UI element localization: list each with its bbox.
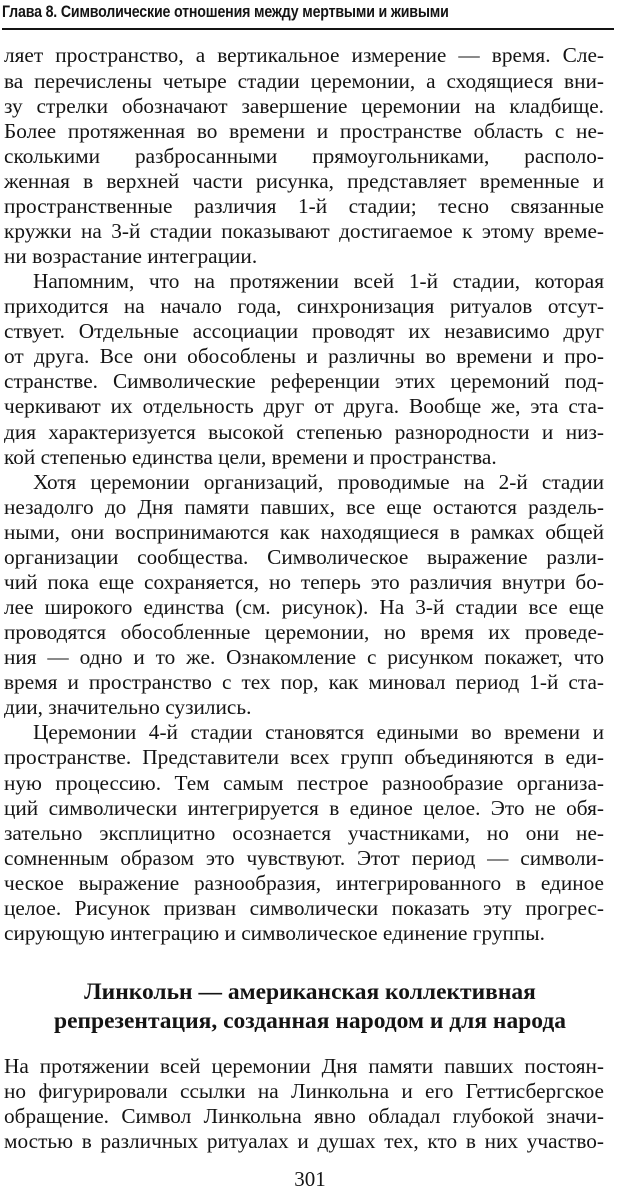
text-line: мостью в различных ритуалах и душах тех, кто в них участво- [4,1129,604,1154]
text-line: ций символически интегрируется в единое целое. Это не обя- [4,795,604,820]
text-line: зу стрелки обозначают завершение церемонии на кладбище. [4,93,604,118]
text-line: Более протяженная во времени и пространстве область с не- [4,118,604,143]
text-line: ными, они воспринимаются как находящиеся в рамках общей [4,519,604,544]
section-heading-line-2: репрезентация, созданная народом и для народа [54,1007,566,1034]
section-heading-line-1: Линкольн — американская коллективная [84,978,536,1005]
text-line: странстве. Символические референции этих церемоний под- [4,369,604,394]
text-line: Напомним, что на протяжении всей 1-й стадии, которая [33,269,604,293]
text-line: чий пока еще сохраняется, но теперь это различия внутри бо- [4,569,604,594]
running-header [2,0,614,30]
text-line: дия характеризуется высокой степенью разнородности и низ- [4,419,604,444]
text-line: пространственные различия 1-й стадии; тесно связанные [4,193,604,218]
text-line: Хотя церемонии организаций, проводимые на 2-й стадии [33,469,604,494]
text-line: приходится на начало года, синхронизация ритуалов отсут- [4,294,604,319]
text-line: женная в верхней части рисунка, представляет временные и [4,168,604,193]
text-line: ствует. Отдельные ассоциации проводят их независимо друг [4,319,604,344]
page-number: 301 [294,1166,326,1191]
text-line: сколькими разбросанными прямоугольниками, располо- [4,143,604,168]
text-line: ни возрастание интеграции. [4,244,258,268]
text-line: незадолго до Дня памяти павших, все еще остаются раздель- [4,494,604,519]
text-line: сомненным образом это чувствуют. Этот период — символи- [4,845,604,870]
text-line: от друга. Все они обособлены и различны во времени и про- [4,344,604,369]
text-line: сирующую интеграцию и символическое единение группы. [4,920,545,945]
text-line: дии, значительно сузились. [4,695,252,720]
text-line: ную процессию. Тем самым пестрое разнообразие организа- [4,770,604,795]
text-line: ческое выражение разнообразия, интегрированного в единое [4,870,604,895]
text-line: ва перечислены четыре стадии церемонии, а сходящиеся вни- [4,68,604,93]
text-line: Церемонии 4-й стадии становятся едиными во времени и [33,720,604,745]
text-line: время и пространство с тех пор, как миновал период 1-й ста- [4,670,604,695]
text-line: кружки на 3-й стадии показывают достигаемое к этому време- [4,218,604,243]
text-line: зательно эксплицитно осознается участниками, но они не- [4,820,604,845]
text-line: обращение. Символ Линкольна явно обладал глубокой значи- [4,1104,604,1129]
text-line: целое. Рисунок призван символически показать эту прогрес- [4,895,604,920]
text-line: ляет пространство, а вертикальное измерение — время. Сле- [4,43,604,68]
text-line: проводятся обособленные церемонии, но время их проведе- [4,620,604,644]
text-line: кой степенью единства цели, времени и пространства. [4,444,497,469]
text-line: ния — одно и то же. Ознакомление с рисунком покажет, что [4,645,604,670]
text-line: лее широкого единства (см. рисунок). На 3-й стадии все еще [4,595,604,619]
text-line: организации сообщества. Символическое выражение разли- [4,544,604,569]
text-line: черкивают их отдельность друг от друга. Вообще же, эта ста- [4,394,604,419]
text-line: На протяжении всей церемонии Дня памяти павших постоян- [4,1054,604,1078]
text-line: пространстве. Представители всех групп объединяются в еди- [4,745,604,770]
text-line: но фигурировали ссылки на Линкольна и его Геттисбергское [4,1079,604,1103]
running-title: Глава 8. Символические отношения между мертвыми и живыми [2,3,449,21]
